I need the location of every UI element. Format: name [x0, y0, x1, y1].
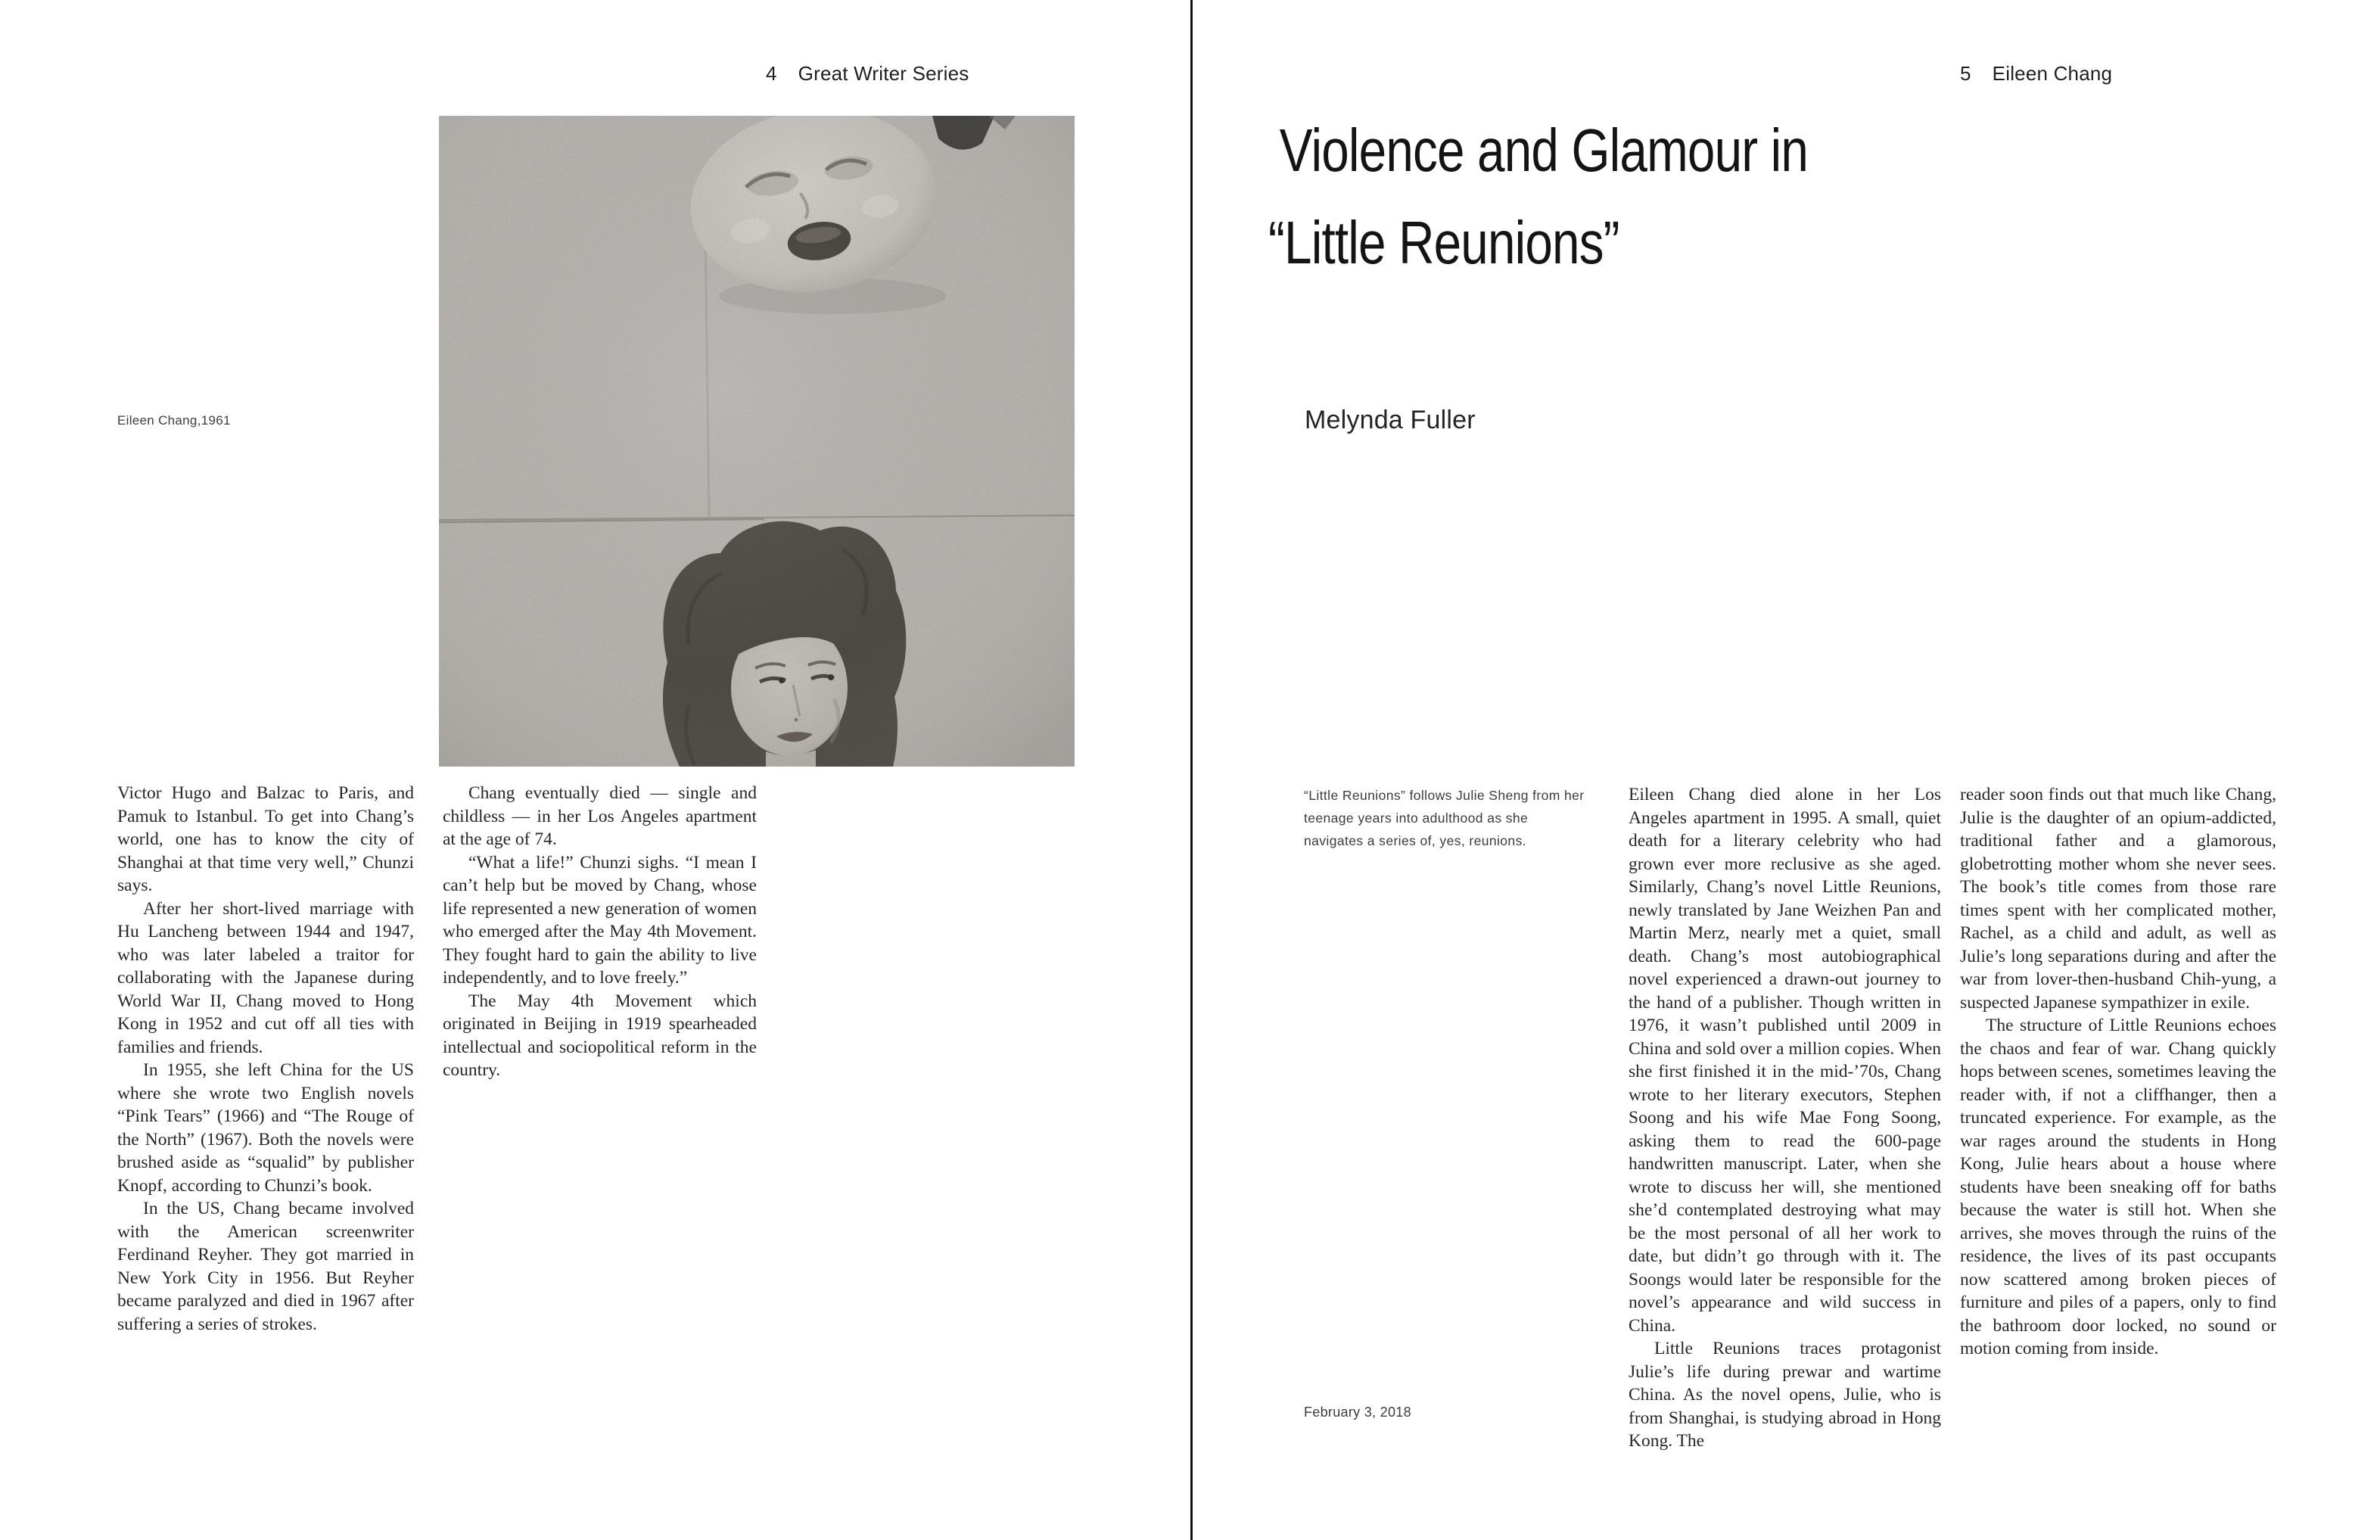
paragraph: “What a life!” Chunzi sighs. “I mean I can’t help but be moved by Chang, whose life represented a new generation of women who emerged after the May 4th Movement. They fought hard to gain the ability to live independently, and to love freely.” — [443, 852, 757, 988]
paragraph: Victor Hugo and Balzac to Paris, and Pamuk to Istanbul. To get into Chang’s world, one has to know the city of Shanghai at that time very well,” Chunzi says. — [117, 783, 414, 895]
paragraph: Chang eventually died — single and childless — in her Los Angeles apartment at the age of 74. — [443, 783, 757, 849]
paragraph: Eileen Chang died alone in her Los Angeles apartment in 1995. A small, quiet death for a literary celebrity who had grown ever more reclusive as she aged. Similarly, Chang’s novel Little Reunions, newly translated by Jane Weizhen Pan and Martin Merz, nearly met a quiet, small death. Chang’s most autobiographical novel experienced a drawn-out journey to the hand of a publisher. Though written in 1976, it wasn’t published until 2009 in China and sold over a million copies. When she first finished it in the mid-’70s, Chang wrote to her literary executors, Stephen Soong and his wife Mae Fong Soong, asking them to read the 600-page handwritten manuscript. Later, when she wrote to discuss her will, she mentioned she’d contemplated destroying what may be the most personal of all her work to date, but didn’t go through with it. The Soongs would later be responsible for the novel’s appearance and wild success in China. — [1629, 785, 1941, 1336]
author-byline: Melynda Fuller — [1305, 406, 1476, 434]
article-date: February 3, 2018 — [1304, 1405, 1411, 1420]
paragraph: The structure of Little Reunions echoes the chaos and fear of war. Chang quickly hops between scenes, sometimes leaving the reader with, if not a cliffhanger, then a truncated experience. For example, as the war rages around the students in Hong Kong, Julie hears about a house where students have been sneaking off for baths because the water is still hot. When she arrives, she moves through the ruins of the residence, the lives of its past occupants now scattered among broken pieces of furniture and piles of a papers, only to find the bathroom door locked, no sound or motion coming from inside. — [1960, 1016, 2276, 1358]
article-title — [1268, 104, 1927, 289]
right-column-2 — [1960, 783, 2276, 1361]
paragraph: In the US, Chang became involved with the American screenwriter Ferdinand Reyher. They got married in New York City in 1956. But Reyher became paralyzed and died in 1967 after suffering a series of strokes. — [117, 1199, 414, 1334]
right-page-header-label: Eileen Chang — [1992, 62, 2113, 85]
right-page-number: 5 — [1960, 62, 1971, 85]
article-title-line-1: Violence and Glamour in — [1279, 117, 1809, 184]
paragraph: After her short-lived marriage with Hu Lancheng between 1944 and 1947, who was later labeled a traitor for collaborating with the Japanese during World War II, Chang moved to Hong Kong in 1952 and cut off all ties with families and friends. — [117, 898, 414, 1057]
article-title-line-2: “Little Reunions” — [1268, 209, 1619, 276]
paragraph: Little Reunions traces protagonist Julie’s life during prewar and wartime China. As the novel opens, Julie, who is from Shanghai, is studying abroad in Hong Kong. The — [1629, 1339, 1941, 1451]
paragraph: reader soon finds out that much like Chang, Julie is the daughter of an opium-addicted, traditional father and a glamorous, globetrotting mother whom she never sees. The book’s title comes from those rare times spent with her complicated mother, Rachel, as a child and adult, as well as Julie’s long separations during and after the war from lover-then-husband Chih-yung, a suspected Japanese sympathizer in exile. — [1960, 785, 2276, 1013]
right-page-header — [1960, 62, 2112, 86]
left-page-header-label: Great Writer Series — [798, 62, 969, 85]
left-page-number: 4 — [766, 62, 777, 85]
standfirst: “Little Reunions” follows Julie Sheng from her teenage years into adulthood as she navigates a series of, yes, reunions. — [1304, 788, 1585, 848]
paragraph: The May 4th Movement which originated in Beijing in 1919 spearheaded intellectual and sociopolitical reform in the country. — [443, 991, 757, 1080]
photo-caption: Eileen Chang,1961 — [117, 413, 231, 428]
paragraph: In 1955, she left China for the US where she wrote two English novels “Pink Tears” (1966) and “The Rouge of the North” (1967). Both the novels were brushed aside as “squalid” by publisher Knopf, according to Chunzi’s book. — [117, 1060, 414, 1196]
right-column-1 — [1629, 783, 1941, 1453]
